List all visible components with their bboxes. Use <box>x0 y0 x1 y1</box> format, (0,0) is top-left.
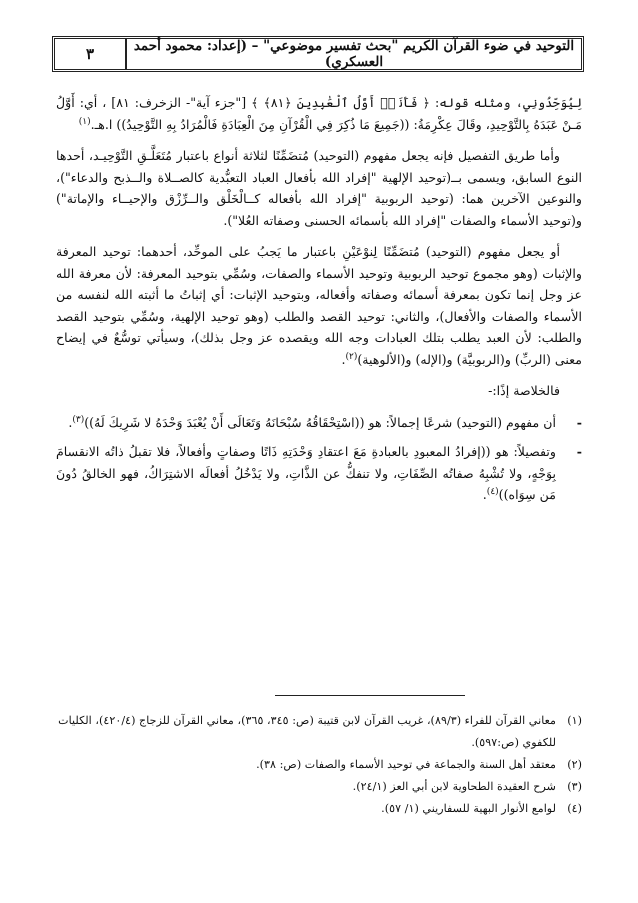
footnote-1 <box>56 710 582 754</box>
summary-item-1-text: أن مفهوم (التوحيد) شرعًا إجمالاً: هو ((اسْتِحْقَاقُهُ سُبْحَانَهُ وَتَعَالَى أَنْ يُعْبَدَ وَحْدَهُ لا شَرِيكَ لَهُ)) <box>84 414 556 430</box>
summary-item-1: - أن مفهوم (التوحيد) شرعًا إجمالاً: هو ((اسْتِحْقَاقُهُ سُبْحَانَهُ وَتَعَالَى أَنْ يُعْبَدَ وَحْدَهُ لا شَرِيكَ لَهُ))$^{(٣)}$. <box>56 412 582 434</box>
footnote-number: (٣) <box>567 780 582 793</box>
summary-label: فالخلاصة إذًا:- <box>488 383 560 398</box>
footnote-3 <box>56 776 582 798</box>
page-number: ٣ <box>85 45 95 63</box>
footnote-text: لوامع الأنوار البهية للسفاريني (١/ ٥٧). <box>381 802 556 815</box>
footnote-number: (٢) <box>567 758 582 771</box>
footnote-ref-1[interactable]: (١) <box>78 116 91 127</box>
paragraph-2 <box>56 145 582 231</box>
paragraph-3-text: أو يجعل مفهوم (التوحيد) مُتضَمِّنًا لِنوْعَيْنِ باعتبار ما يَجبُ على الموحِّد، أحدهما: توحيد المعرفة والإثبات (وهو مجموع توحيد الربوبية وتوحيد الأسماء والصفات، وسُمِّي بتوحيد المعرفة: لأن معرفة الله عز وجل إنما تكون بمعرفة أسمائه وصفاته وأفعاله، وبتوحيد الإثبات: أي إثباتُ ما أثبته الله لنفسه من الأسماء والصفات والأفعال)، والثاني: توحيد القصد والطلب (وهو توحيد الإلهية، وسُمِّي بتوحيد القصد والطلب: لأن العبد يطلب بتلك العبادات وجه الله ويقصده عز وجل بذلك)، وسيأتي توسُّعٌ في إيضاح معنى (الربِّ) و(الربوبيَّة) و(الإله) و(الألوهية) <box>56 244 582 367</box>
main-text <box>56 92 582 514</box>
summary-item-2-text: وتفصيلاً: هو ((إفرادُ المعبودِ بالعبادةِ مَعَ اعتقادِ وَحْدَتِهِ ذَاتًا وصفاتٍ وأفعالاً، فلا تقبلُ ذاتُه الانقسامَ بِوَجْهٍ، ولا تُشْبِهُ صفاتُه الصِّفَاتِ، ولا تنفكُّ عن الذَّاتِ، ولا يَدْخُلُ أفعالَه الاشتِرَاكُ، فهو الخالقُ دُونَ مَن سِوَاه)) <box>56 444 556 502</box>
paragraph-1-text: لِيُوَحِّدُونِي، ومثله قوله: ﴿ فَأَنَا۠ أَوَّلُ ٱلْعَٰبِدِينَ ﴿٨١﴾ ﴾ ["جزء آية"- الزخرف: ٨١] ، أي: أَوَّلُ مَـنْ عَبَدَهُ بِالتَّوْحِيدِ، وقَالَ عِكْرِمَةُ: ((جَمِيعَ مَا ذُكِرَ فِي الْقُرْآنِ مِنَ الْعِبَادَةِ فَالْمُرَادُ بِهِ التَّوْحِيدُ)) ا.هـ. <box>56 95 582 132</box>
footnote-text: شرح العقيدة الطحاوية لابن أبي العز (٢٤/١). <box>352 780 556 793</box>
footnote-text: معاني القرآن للفراء (٨٩/٣)، غريب القرآن لابن قتيبة (ص: ٣٤٥، ٣٦٥)، معاني القرآن للزجاج (٤٢٠/٤)، الكليات للكفوي (ص:٥٩٧). <box>58 714 556 749</box>
bullet-dash: - <box>576 414 582 430</box>
footnotes <box>56 710 582 820</box>
footnote-ref-2[interactable]: (٢) <box>345 351 358 362</box>
summary-list <box>56 412 582 506</box>
header-title: التوحيد في ضوء القرآن الكريم "بحث تفسير موضوعي" – (إعداد: محمود أحمد العسكري) <box>125 39 581 69</box>
footnote-4 <box>56 798 582 820</box>
paragraph-1 <box>56 92 582 135</box>
footnote-text: معتقد أهل السنة والجماعة في توحيد الأسماء والصفات (ص: ٣٨). <box>256 758 556 771</box>
paragraph-2-text: وأما طريق التفصيل فإنه يجعل مفهوم (التوحيد) مُتضَمِّنًا لثلاثة أنواع باعتبار مُتَعَلَّـقِ التَّوْحِيـد، أحدها النوع السابق، ويسمى بــ(توحيد الإلهية "إفراد الله بأفعال العباد التعبُّدية كالصــلاة والــذبح والدعاء")، والنوعين الآخرين هما: (توحيد الربوبية "إفراد الله بأفعاله كــالْخَلْق والــرِّزْق والإحيــاء والإماتة") و(توحيد الأسماء والصفات "إفراد الله بأسمائه الحسنى وصفاته العُلا"). <box>56 148 582 228</box>
bullet-dash: - <box>576 444 582 459</box>
paragraph-3: أو يجعل مفهوم (التوحيد) مُتضَمِّنًا لِنوْعَيْنِ باعتبار ما يَجبُ على الموحِّد، أحدهما: توحيد المعرفة والإثبات (وهو مجموع توحيد الربوبية وتوحيد الأسماء والصفات، وسُمِّي بتوحيد المعرفة: لأن معرفة الله عز وجل إنما تكون بمعرفة أسمائه وصفاته وأفعاله، وبتوحيد الإثبات: أي إثباتُ ما أثبته الله لنفسه من الأسماء والصفات والأفعال)، والثاني: توحيد القصد والطلب (وهو توحيد الإلهية، وسُمِّي بتوحيد القصد والطلب: لأن العبد يطلب بتلك العبادات وجه الله ويقصده عز وجل بذلك)، وسيأتي توسُّعٌ في إيضاح معنى (الربِّ) و(الربوبيَّة) و(الإله) و(الألوهية)$^{(٢)}$. <box>56 244 582 367</box>
footnote-number: (٤) <box>567 802 582 815</box>
footnote-number: (١) <box>567 714 582 727</box>
footnote-separator <box>275 695 465 696</box>
footnote-ref-3[interactable]: (٣) <box>72 414 85 425</box>
summary-item-2: - وتفصيلاً: هو ((إفرادُ المعبودِ بالعبادةِ مَعَ اعتقادِ وَحْدَتِهِ ذَاتًا وصفاتٍ وأفعالاً، فلا تقبلُ ذاتُه الانقسامَ بِوَجْهٍ، ولا تُشْبِهُ صفاتُه الصِّفَاتِ، ولا تنفكُّ عن الذَّاتِ، ولا يَدْخُلُ أفعالَه الاشتِرَاكُ، فهو الخالقُ دُونَ مَن سِوَاه))$^{(٤)}$. <box>56 441 582 506</box>
page-header <box>52 36 584 72</box>
footnote-2 <box>56 754 582 776</box>
footnote-ref-4[interactable]: (٤) <box>486 486 499 497</box>
